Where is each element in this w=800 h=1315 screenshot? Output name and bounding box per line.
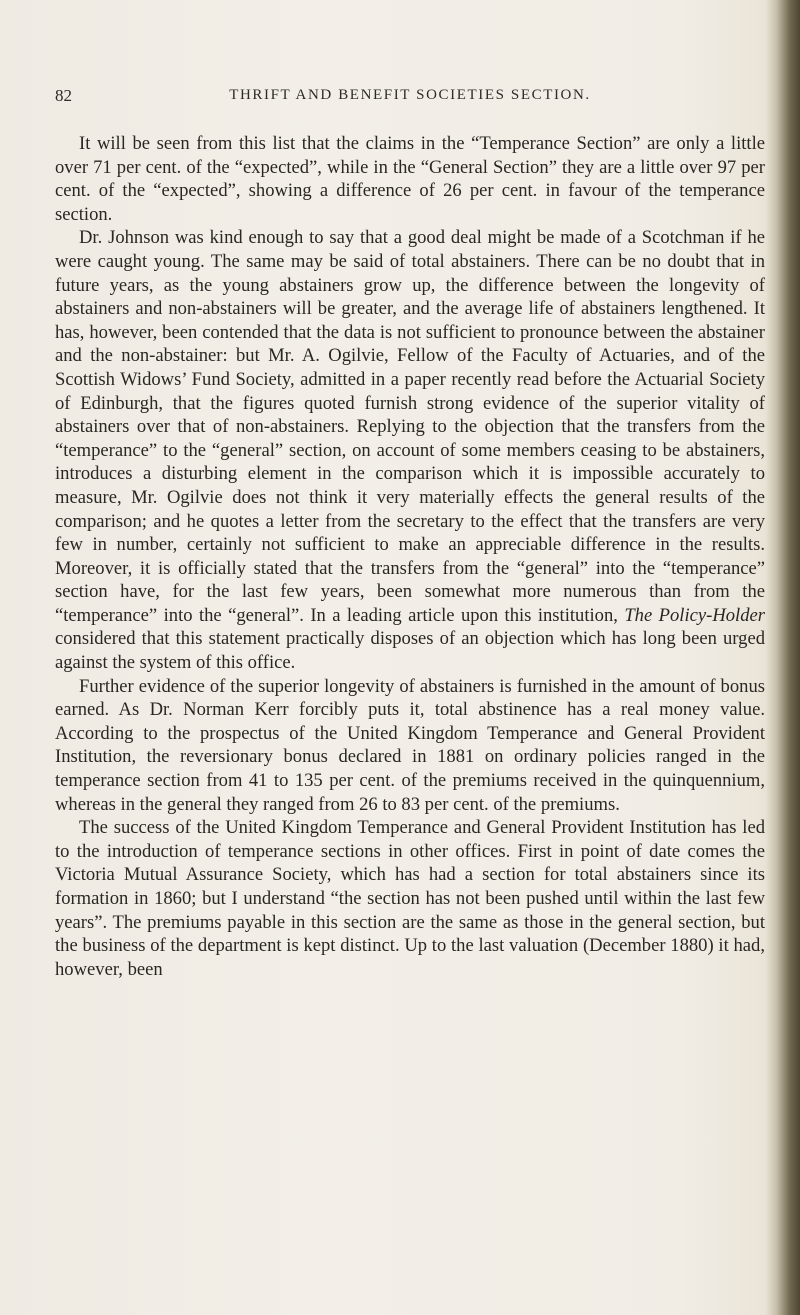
publication-title: The Policy-Holder	[624, 604, 765, 626]
paragraph-text: Dr. Johnson was kind enough to say that a good deal might be made of a Scotchman if he were caught young. The same may be said of total abstainers. There can be no doubt that in future years, as the young abstainers grow up, the difference between the longevity of abstainers and non-abstainers will be greater, and the average life of abstainers lengthened. It has, however, been contended that the data is not sufficient to pronounce between the abstainer and the non-abstainer: but Mr. A. Ogilvie, Fellow of the Faculty of Actuaries, and of the Scottish Widows’ Fund Society, admitted in a paper recently read before the Actuarial Society of Edinburgh, that the figures quoted furnish strong evidence of the superior vitality of abstainers over that of non-abstainers. Replying to the objection that the transfers from the “temperance” to the “general” section, on account of some members ceasing to be abstainers, introduces a disturbing element in the comparison which it is impossible accurately to measure, Mr. Ogilvie does not think it very materially effects the general results of the comparison; and he quotes a letter from the secretary to the effect that the transfers are very few in number, certainly not sufficient to make an appreciable difference in the results. Moreover, it is officially stated that the transfers from the “general” into the “temperance” section have, for the last few years, been somewhat more numerous than from the “temperance” into the “general”. In a leading article upon this institution,	[55, 227, 765, 626]
page-number: 82	[55, 86, 72, 105]
paragraph-text-continued: considered that this statement practically disposes of an objection which has long been urged against the system of this office.	[55, 628, 765, 674]
paragraph-temperance-sections: The success of the United Kingdom Temperance and General Provident Institution has led to the introduction of temperance sections in other offices. First in point of date comes the Victoria Mutual Assurance Society, which has had a section for total abstainers since its formation in 1860; but I understand “the section has not been pushed until within the last few years”. The premiums payable in this section are the same as those in the general section, but the business of the department is kept distinct. Up to the last valuation (December 1880) it had, however, been	[55, 817, 765, 980]
page-edge-shadow	[766, 0, 800, 1315]
body-text	[55, 132, 765, 981]
paragraph-bonus-evidence: Further evidence of the superior longevity of abstainers is furnished in the amount of bonus earned. As Dr. Norman Kerr forcibly puts it, total abstinence has a real money value. According to the prospectus of the United Kingdom Temperance and General Provident Institution, the reversionary bonus declared in 1881 on ordinary policies ranged in the temperance section from 41 to 135 per cent. of the premiums received in the quinquennium, whereas in the general they ranged from 26 to 83 per cent. of the premiums.	[55, 675, 765, 815]
page-header	[55, 86, 765, 110]
running-head: THRIFT AND BENEFIT SOCIETIES SECTION.	[229, 87, 591, 103]
paragraph-temperance-claims: It will be seen from this list that the claims in the “Temperance Section” are only a little over 71 per cent. of the “expected”, while in the “General Section” they are a little over 97 per cent. of the “expected”, showing a difference of 26 per cent. in favour of the temperance section.	[55, 133, 765, 225]
paragraph-abstainer-longevity	[55, 226, 765, 674]
